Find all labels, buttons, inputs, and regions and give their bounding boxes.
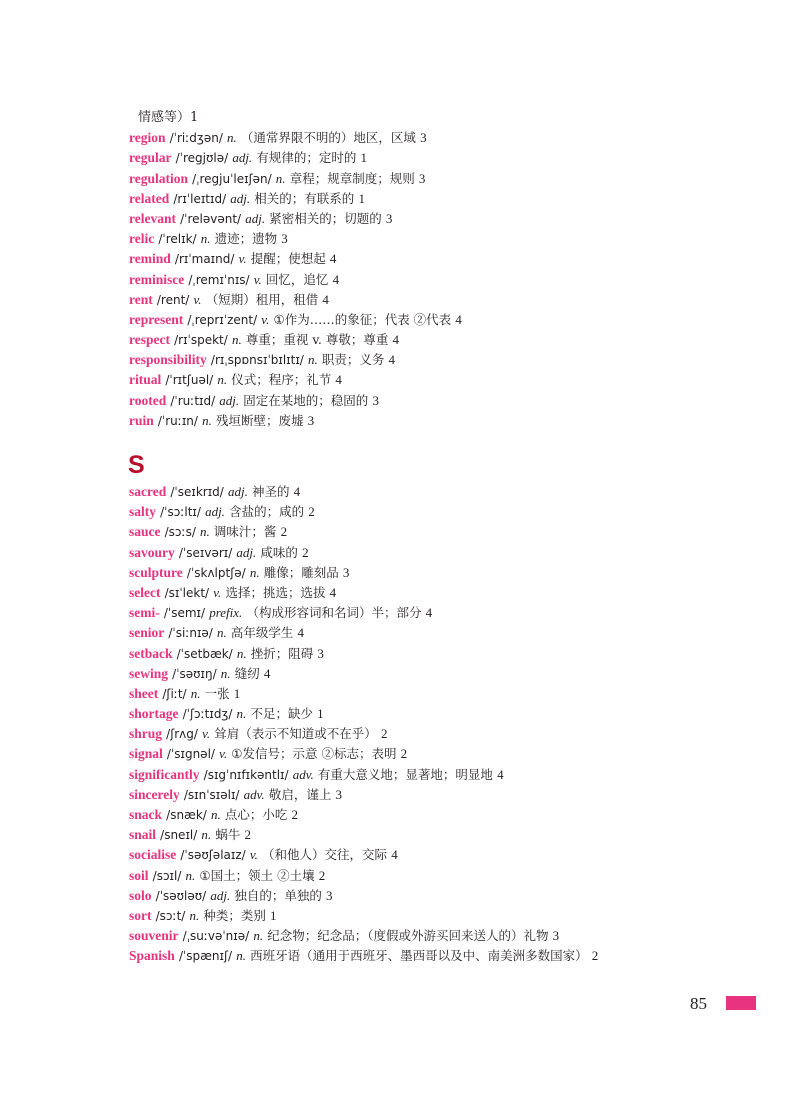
phonetic: /ˈrelɪk/ — [158, 232, 197, 247]
part-of-speech: adv. — [243, 786, 265, 802]
headword: semi- — [129, 605, 160, 621]
level-number: 3 — [385, 210, 393, 226]
level-number: 2 — [244, 827, 251, 843]
headword: remind — [129, 251, 171, 267]
headword: sewing — [129, 665, 169, 681]
word-entry — [129, 583, 769, 603]
headword: sacred — [129, 484, 167, 499]
definition: （和他人）交往，交际 — [262, 847, 388, 863]
level-number: 2 — [400, 746, 408, 762]
phonetic: /rent/ — [156, 292, 190, 307]
word-entry — [129, 543, 769, 563]
word-entry — [129, 926, 769, 946]
level-number: 4 — [329, 584, 337, 600]
part-of-speech: adj. — [219, 392, 240, 408]
s-word-list — [129, 482, 769, 967]
phonetic: /sɔːt/ — [155, 908, 186, 923]
phonetic: /ˈruːɪn/ — [157, 413, 198, 428]
word-entry — [129, 249, 769, 269]
headword: related — [129, 190, 170, 206]
word-entry — [129, 644, 769, 664]
headword: shrug — [129, 726, 163, 742]
part-of-speech: prefix. — [209, 605, 243, 621]
word-entry — [129, 189, 769, 209]
headword: socialise — [129, 847, 177, 863]
headword: sculpture — [129, 564, 183, 580]
phonetic: /rɪˈleɪtɪd/ — [173, 191, 227, 206]
part-of-speech: adj. — [227, 484, 248, 499]
level-number: 4 — [332, 271, 340, 287]
definition: ①国土；领土 ②土壤 — [199, 867, 315, 883]
part-of-speech: n. — [220, 665, 231, 681]
definition: 敬启，谨上 — [268, 786, 332, 802]
headword: setback — [129, 645, 173, 661]
part-of-speech: v. — [202, 726, 211, 742]
definition: 章程；规章制度；规则 — [289, 170, 415, 186]
headword: ritual — [129, 372, 162, 388]
phonetic: /sneɪl/ — [160, 828, 198, 843]
headword: rooted — [129, 392, 167, 408]
level-number: 4 — [335, 372, 342, 388]
phonetic: /sɪˈlekt/ — [164, 585, 210, 600]
headword: regular — [129, 150, 172, 166]
word-entry — [129, 946, 769, 966]
headword: region — [129, 130, 166, 146]
part-of-speech: n. — [236, 948, 246, 964]
part-of-speech: n. — [307, 352, 318, 368]
phonetic: /ˌreprɪˈzent/ — [187, 312, 258, 327]
level-number: 2 — [302, 544, 309, 560]
word-entry — [129, 825, 769, 845]
word-entry — [129, 704, 769, 724]
level-number: 4 — [425, 605, 433, 621]
part-of-speech: n. — [200, 231, 211, 247]
level-number: 3 — [326, 887, 333, 903]
phonetic: /sɪnˈsɪəlɪ/ — [183, 787, 240, 802]
part-of-speech: n. — [249, 564, 260, 580]
definition: 缝纫 — [234, 665, 260, 681]
headword: souvenir — [129, 928, 179, 944]
r-word-list — [129, 108, 769, 431]
word-entry — [129, 866, 769, 886]
word-entry — [129, 664, 769, 684]
part-of-speech: n. — [185, 867, 196, 883]
part-of-speech: n. — [253, 928, 264, 944]
level-number: 3 — [335, 786, 342, 802]
definition: 一张 — [204, 685, 230, 701]
word-entry — [129, 270, 769, 290]
word-entry — [129, 623, 769, 643]
level-number: 1 — [233, 685, 241, 701]
phonetic: /rɪˈspekt/ — [174, 333, 228, 348]
definition: 挫折；阻碍 — [250, 645, 314, 661]
word-entry — [129, 229, 769, 249]
level-number: 2 — [308, 504, 315, 520]
definition: 提醒；使想起 — [250, 251, 326, 267]
word-entry — [129, 845, 769, 865]
headword: sincerely — [129, 786, 180, 802]
word-entry — [129, 906, 769, 926]
phonetic: /ˈsɪgnəl/ — [166, 747, 215, 762]
part-of-speech: adj. — [230, 190, 251, 206]
headword: solo — [129, 887, 152, 903]
part-of-speech: adv. — [292, 766, 314, 782]
part-of-speech: adj. — [232, 150, 253, 166]
part-of-speech: v. — [253, 271, 262, 287]
word-entry — [129, 310, 769, 330]
level-number: 3 — [281, 231, 288, 247]
definition: 不足；缺少 — [250, 706, 313, 722]
headword: senior — [129, 625, 165, 641]
level-number: 2 — [280, 524, 288, 540]
phonetic: /sɔɪl/ — [152, 868, 182, 883]
definition: （通常界限不明的）地区，区域 — [240, 130, 416, 146]
phonetic: /ˈruːtɪd/ — [170, 393, 216, 408]
definition: 遗迹；遗物 — [214, 231, 278, 247]
word-entry — [129, 724, 769, 744]
part-of-speech: n. — [217, 625, 227, 641]
level-number: 2 — [591, 948, 599, 964]
definition: 独自的；单独的 — [234, 887, 322, 903]
definition: 尊重；重视 v. 尊敬；尊重 — [245, 332, 389, 348]
part-of-speech: v. — [213, 584, 222, 600]
phonetic: /ˈskʌlptʃə/ — [186, 565, 246, 580]
word-entry — [129, 805, 769, 825]
word-entry — [129, 684, 769, 704]
level-number: 4 — [293, 484, 301, 499]
word-entry — [129, 744, 769, 764]
continuation-line: 情感等）1 — [138, 110, 199, 125]
headword: rent — [129, 291, 153, 307]
headword: snail — [129, 827, 157, 843]
definition: 含盐的；咸的 — [229, 504, 305, 520]
part-of-speech: v. — [193, 291, 202, 307]
part-of-speech: adj. — [236, 544, 257, 560]
definition: ①作为……的象征；代表 ②代表 — [273, 311, 452, 327]
level-number: 4 — [392, 332, 399, 348]
part-of-speech: n. — [202, 412, 212, 428]
definition: 选择；挑选；选拔 — [225, 584, 326, 600]
phonetic: /ˈseɪkrɪd/ — [170, 485, 224, 499]
definition: 咸味的 — [260, 544, 298, 560]
definition: （短期）租用，租借 — [205, 291, 319, 307]
headword: ruin — [129, 412, 154, 428]
part-of-speech: n. — [231, 332, 242, 348]
word-entry — [129, 370, 769, 390]
word-entry — [129, 785, 769, 805]
definition: 有重大意义地；显著地；明显地 — [317, 766, 493, 782]
definition: 种类；类别 — [203, 907, 266, 923]
phonetic: /ˈsɔːltɪ/ — [160, 505, 201, 520]
level-number: 3 — [372, 392, 379, 408]
definition: 紧密相关的；切题的 — [269, 210, 382, 226]
definition: 固定在某地的；稳固的 — [243, 392, 369, 408]
level-number: 1 — [317, 706, 324, 722]
section-letter: S — [128, 451, 145, 479]
page-marker-bar — [726, 996, 756, 1010]
phonetic: /ˈseɪvərɪ/ — [178, 545, 233, 560]
level-number: 4 — [391, 847, 398, 863]
phonetic: /ˈregjʊlə/ — [175, 151, 229, 166]
definition: 回忆，追忆 — [265, 271, 329, 287]
level-number: 2 — [318, 867, 326, 883]
level-number: 2 — [380, 726, 388, 742]
headword: savoury — [129, 544, 175, 560]
word-entry — [129, 522, 769, 542]
phonetic: /ˌsuːvəˈnɪə/ — [182, 929, 250, 944]
level-number: 3 — [552, 928, 560, 944]
word-entry — [129, 411, 769, 431]
part-of-speech: n. — [190, 685, 201, 701]
level-number: 3 — [418, 170, 426, 186]
word-entry — [129, 563, 769, 583]
phonetic: /sɔːs/ — [164, 525, 196, 540]
phonetic: /ˈsəʊʃəlaɪz/ — [180, 848, 246, 863]
phonetic: /ˈsiːnɪə/ — [168, 626, 213, 641]
headword: responsibility — [129, 352, 207, 368]
definition: 点心；小吃 — [224, 807, 288, 822]
phonetic: /ˈspænɪʃ/ — [178, 949, 233, 964]
headword: reminisce — [129, 271, 185, 287]
word-entry — [129, 209, 769, 229]
headword: represent — [129, 311, 184, 327]
word-entry — [129, 391, 769, 411]
level-number: 2 — [291, 807, 299, 822]
headword: salty — [129, 504, 156, 520]
word-entry — [129, 765, 769, 785]
word-entry — [129, 886, 769, 906]
headword: shortage — [129, 706, 179, 722]
level-number: 3 — [342, 564, 350, 580]
headword: soil — [129, 867, 149, 883]
phonetic: /ˈʃɔːtɪdʒ/ — [182, 707, 233, 722]
headword: sort — [129, 907, 152, 923]
headword: relevant — [129, 210, 176, 226]
word-entry — [129, 350, 769, 370]
phonetic: /sɪgˈnɪfɪkəntlɪ/ — [203, 767, 289, 782]
phonetic: /ˈsetbæk/ — [176, 646, 233, 661]
part-of-speech: n. — [236, 706, 247, 722]
level-number: 4 — [297, 625, 305, 641]
level-number: 4 — [497, 766, 504, 782]
level-number: 4 — [263, 665, 271, 681]
phonetic: /rɪˈmaɪnd/ — [174, 252, 235, 267]
part-of-speech: adj. — [210, 887, 231, 903]
part-of-speech: n. — [275, 170, 286, 186]
phonetic: /snæk/ — [166, 808, 207, 822]
definition: 相关的；有联系的 — [254, 190, 355, 206]
definition: 残垣断壁；废墟 — [215, 412, 304, 428]
definition: 蜗牛 — [215, 827, 241, 843]
level-number: 3 — [420, 130, 427, 146]
phonetic: /ʃrʌg/ — [166, 727, 198, 742]
phonetic: /ʃiːt/ — [162, 686, 187, 701]
level-number: 3 — [307, 412, 315, 428]
word-entry — [129, 290, 769, 310]
definition: 职责；义务 — [321, 352, 385, 368]
headword: signal — [129, 746, 163, 762]
word-entry — [129, 482, 769, 502]
part-of-speech: n. — [227, 130, 237, 146]
part-of-speech: v. — [219, 746, 228, 762]
definition: 神圣的 — [251, 484, 290, 499]
level-number: 4 — [455, 311, 462, 327]
headword: significantly — [129, 766, 200, 782]
level-number: 4 — [388, 352, 396, 368]
definition: （构成形容词和名词）半；部分 — [246, 605, 422, 621]
word-entry — [129, 603, 769, 623]
word-entry — [129, 330, 769, 350]
level-number: 4 — [322, 291, 329, 307]
phonetic: /ˈsemɪ/ — [163, 606, 206, 621]
part-of-speech: n. — [236, 645, 247, 661]
definition: ①发信号；示意 ②标志；表明 — [231, 746, 397, 762]
part-of-speech: v. — [249, 847, 258, 863]
headword: sheet — [129, 685, 159, 701]
headword: respect — [129, 332, 170, 348]
part-of-speech: n. — [217, 372, 228, 388]
definition: 纪念物；纪念品；（度假或外游买回来送人的）礼物 — [267, 928, 549, 944]
part-of-speech: n. — [201, 827, 212, 843]
headword: Spanish — [129, 948, 175, 964]
part-of-speech: n. — [210, 807, 221, 822]
part-of-speech: n. — [200, 524, 210, 540]
level-number: 1 — [270, 907, 277, 923]
word-entry — [129, 502, 769, 522]
part-of-speech: n. — [189, 907, 200, 923]
phonetic: /ˌregjuˈleɪʃən/ — [192, 171, 272, 186]
part-of-speech: adj. — [245, 210, 266, 226]
phonetic: /ˈrɪtʃuəl/ — [165, 373, 214, 388]
phonetic: /ˈsəʊləʊ/ — [155, 888, 207, 903]
definition: 雕像；雕刻品 — [263, 564, 339, 580]
part-of-speech: v. — [238, 251, 247, 267]
part-of-speech: adj. — [205, 504, 225, 520]
level-number: 1 — [360, 150, 367, 166]
part-of-speech: v. — [261, 311, 270, 327]
headword: snack — [129, 807, 163, 822]
definition: 有规律的；定时的 — [256, 150, 357, 166]
headword: select — [129, 584, 161, 600]
headword: relic — [129, 231, 155, 247]
definition: 调味汁；酱 — [213, 524, 277, 540]
definition: 耸肩（表示不知道或不在乎） — [214, 726, 377, 742]
level-number: 1 — [358, 190, 365, 206]
word-entry — [129, 148, 769, 168]
phonetic: /ˌremɪˈnɪs/ — [188, 272, 250, 287]
phonetic: /rɪˌspɒnsɪˈbɪlɪtɪ/ — [210, 353, 304, 368]
definition: 仪式；程序；礼节 — [231, 372, 332, 388]
definition: 高年级学生 — [230, 625, 294, 641]
level-number: 4 — [329, 251, 337, 267]
phonetic: /ˈsəʊɪŋ/ — [172, 666, 217, 681]
phonetic: /ˈriːdʒən/ — [169, 131, 223, 146]
page-number: 85 — [690, 994, 707, 1013]
word-entry — [129, 128, 769, 148]
word-entry — [129, 169, 769, 189]
phonetic: /ˈreləvənt/ — [180, 211, 242, 226]
headword: sauce — [129, 524, 161, 540]
level-number: 3 — [317, 645, 324, 661]
headword: regulation — [129, 170, 189, 186]
definition: 西班牙语（通用于西班牙、墨西哥以及中、南美洲多数国家） — [250, 948, 588, 964]
